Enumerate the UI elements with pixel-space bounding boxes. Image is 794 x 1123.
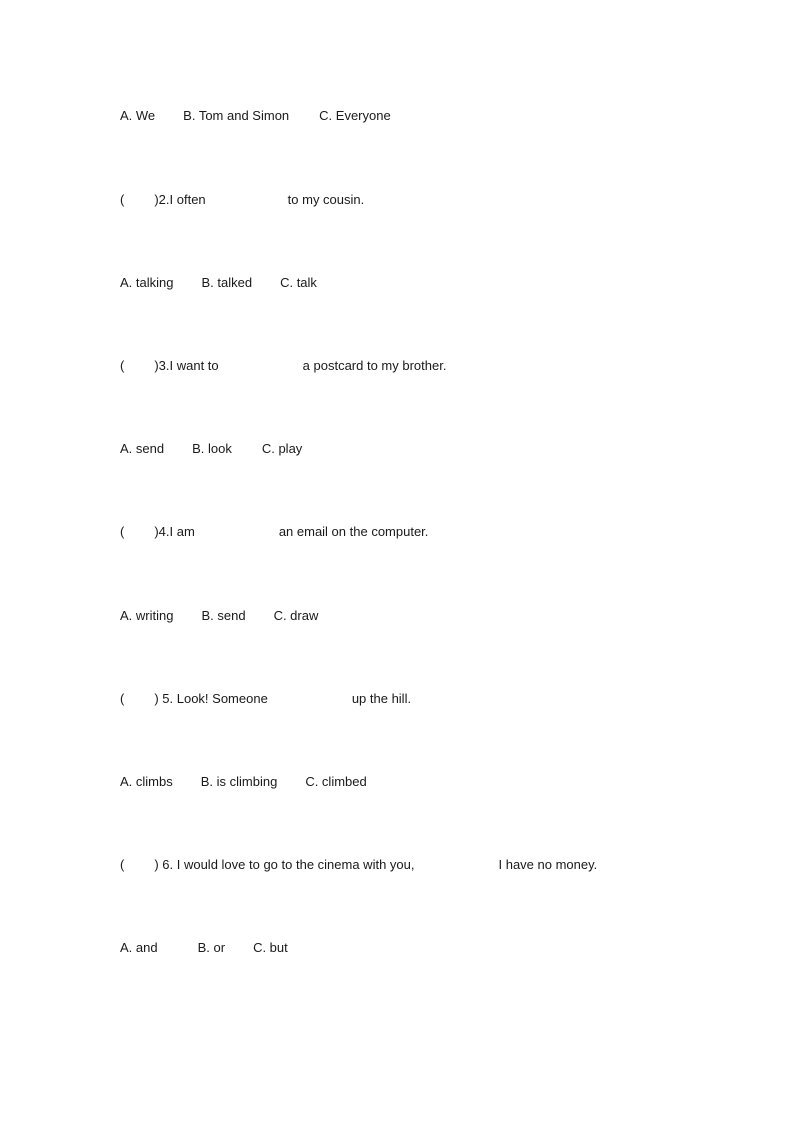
q6-open-paren: (: [120, 857, 125, 872]
q6-option-c: C. but: [253, 940, 288, 955]
q3-open-paren: (: [120, 358, 125, 373]
question-2: [120, 191, 364, 209]
q1-option-c: C. Everyone: [319, 108, 391, 123]
q2-open-paren: (: [120, 192, 125, 207]
q5-option-b: B. is climbing: [200, 774, 278, 789]
q5-after: up the hill.: [351, 691, 412, 706]
q2-after: to my cousin.: [287, 192, 365, 207]
q5-open-paren: (: [120, 691, 125, 706]
q5-option-c: C. climbed: [305, 774, 367, 789]
q1-option-b: B. Tom and Simon: [183, 108, 290, 123]
q4-open-paren: (: [120, 524, 125, 539]
q6-option-a: A. and: [120, 940, 158, 955]
q4-option-a: A. writing: [120, 608, 174, 623]
q1-options: [120, 107, 391, 125]
q6-options: [120, 939, 288, 957]
q4-option-c: C. draw: [273, 608, 319, 623]
q3-options: [120, 440, 302, 458]
q3-stem: )3.I want to: [154, 358, 219, 373]
q2-option-a: A. talking: [120, 275, 174, 290]
q1-option-a: A. We: [120, 108, 156, 123]
q5-options: [120, 773, 367, 791]
q2-option-c: C. talk: [280, 275, 317, 290]
q3-option-c: C. play: [261, 441, 303, 456]
question-4: [120, 523, 428, 541]
question-6: [120, 856, 597, 874]
q3-option-a: A. send: [120, 441, 165, 456]
q2-stem: )2.I often: [154, 192, 206, 207]
question-3: [120, 357, 446, 375]
q2-option-b: B. talked: [201, 275, 253, 290]
q4-stem: )4.I am: [154, 524, 195, 539]
q2-options: [120, 274, 317, 292]
q6-option-b: B. or: [197, 940, 226, 955]
q4-options: [120, 607, 318, 625]
q5-stem: ) 5. Look! Someone: [154, 691, 268, 706]
q4-after: an email on the computer.: [278, 524, 429, 539]
q4-option-b: B. send: [201, 608, 246, 623]
question-5: [120, 690, 411, 708]
q3-after: a postcard to my brother.: [302, 358, 447, 373]
q3-option-b: B. look: [192, 441, 232, 456]
q6-stem: ) 6. I would love to go to the cinema with you,: [154, 857, 415, 872]
q5-option-a: A. climbs: [120, 774, 173, 789]
q6-after: I have no money.: [498, 857, 598, 872]
